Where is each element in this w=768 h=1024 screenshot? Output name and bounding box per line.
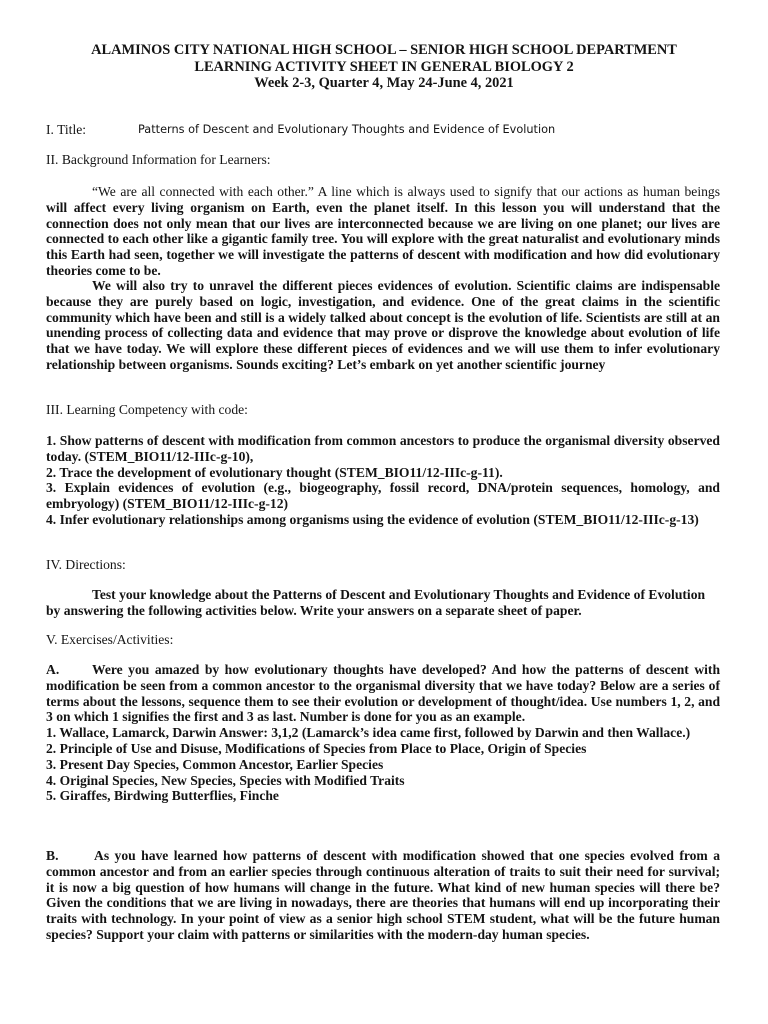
exercise-a-item-2: 2. Principle of Use and Disuse, Modifications of Species from Place to Place, Origin of Species	[46, 740, 587, 756]
competency-item-4: 4. Infer evolutionary relationships among organisms using the evidence of evolution (STEM_BIO11/12-IIIc-g-13)	[46, 511, 699, 527]
document-header	[0, 42, 768, 92]
lesson-title: Patterns of Descent and Evolutionary Thoughts and Evidence of Evolution	[138, 123, 556, 136]
competency-item-2: 2. Trace the development of evolutionary thought (STEM_BIO11/12-IIIc-g-11).	[46, 464, 503, 480]
background-paragraph-1-lead: “We are all connected with each other.” A line which is always used to signify that our actions as human beings	[92, 184, 720, 199]
background-paragraph-1	[46, 184, 720, 279]
exercise-a-text: Were you amazed by how evolutionary thoughts have developed? And how the patterns of descent with modification be seen from a common ancestor to the organismal diversity that we have today? Below are a series of terms about the lessons, sequence them to see their evolution or development of thought/idea. Use numbers 1, 2, and 3 on which 1 signifies the first and 3 as last. Number is done for you as an example.	[46, 662, 720, 725]
background-heading: II. Background Information for Learners:	[46, 152, 271, 167]
exercise-b-label: B.	[46, 848, 59, 863]
school-name: ALAMINOS CITY NATIONAL HIGH SCHOOL – SENIOR HIGH SCHOOL DEPARTMENT	[91, 42, 677, 58]
title-label: I. Title:	[46, 122, 87, 137]
directions-heading: IV. Directions:	[46, 557, 126, 572]
exercise-a-item-4: 4. Original Species, New Species, Species with Modified Traits	[46, 772, 405, 788]
exercise-a-item-3: 3. Present Day Species, Common Ancestor, Earlier Species	[46, 756, 384, 772]
competency-item-3: 3. Explain evidences of evolution (e.g., biogeography, fossil record, DNA/protein sequences, homology, and embryology) (STEM_BIO11/12-IIIc-g-12)	[46, 480, 720, 512]
background-paragraph-2: We will also try to unravel the different pieces evidences of evolution. Scientific claims are indispensable because they are purely based on logic, investigation, and evidence. One of the great claims in the scientific community which have been and still is a widely talked about concept is the evolution of life. Scientists are still at an unending process of collecting data and evidence that may prove or disprove the knowledge about evolution of life that we have today. We will explore these different pieces of evidences and we will use them to infer evolutionary relationship between organisms. Sounds exciting? Let’s embark on yet another scientific journey	[46, 278, 720, 372]
competency-list	[46, 433, 720, 528]
exercise-b-text: As you have learned how patterns of descent with modification showed that one species evolved from a common ancestor and from an earlier species through continuous alteration of traits to suit their need for survival; it is now a big question of how humans will change in the future. What kind of new human species will there be? Given the conditions that we are living in nowadays, there are theories that humans will end up incorporating their traits with technology. In your point of view as a senior high school STEM student, what will be the future human species? Support your claim with patterns or similarities with the modern-day human species.	[46, 848, 720, 942]
exercise-a-item-1: 1. Wallace, Lamarck, Darwin Answer: 3,1,2 (Lamarck’s idea came first, followed by Darwin and then Wallace.)	[46, 725, 691, 741]
competency-heading: III. Learning Competency with code:	[46, 402, 248, 417]
exercise-b	[46, 848, 720, 943]
exercises-heading: V. Exercises/Activities:	[46, 632, 174, 647]
exercise-a-label: A.	[46, 662, 60, 677]
sheet-title: LEARNING ACTIVITY SHEET IN GENERAL BIOLOGY 2	[194, 58, 574, 75]
competency-item-1: 1. Show patterns of descent with modification from common ancestors to produce the organismal diversity observed today. (STEM_BIO11/12-IIIc-g-10),	[46, 433, 720, 464]
exercise-a	[46, 662, 720, 804]
directions-text: Test your knowledge about the Patterns of Descent and Evolutionary Thoughts and Evidence of Evolution by answering the following activities below. Write your answers on a separate sheet of paper.	[46, 587, 706, 618]
background-paragraph-1-rest: will affect every living organism on Earth, even the planet itself. In this lesson you will understand that the connection does not only mean that our lives are interconnected because we are living on one planet; our lives are connected to each other like a gigantic family tree. You will explore with the great naturalist and evolutionary minds this Earth had seen, together we will investigate the patterns of descent with modification and how did evolutionary theories come to be.	[46, 199, 720, 278]
week-info: Week 2-3, Quarter 4, May 24-June 4, 2021	[254, 75, 514, 91]
exercise-a-item-5: 5. Giraffes, Birdwing Butterflies, Finche	[46, 788, 279, 804]
